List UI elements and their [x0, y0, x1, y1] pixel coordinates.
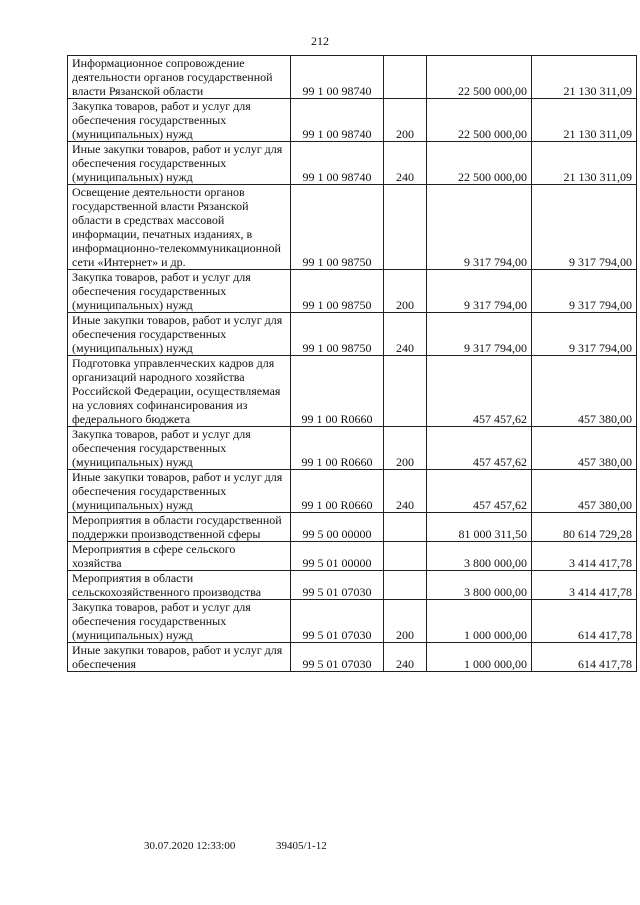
row-planned-amount-cell: 457 457,62: [427, 356, 532, 427]
row-executed-amount-cell: 21 130 311,09: [532, 56, 637, 99]
row-executed-amount-cell: 3 414 417,78: [532, 571, 637, 600]
row-expense-type-cell: [384, 356, 427, 427]
row-name-cell: Закупка товаров, работ и услуг для обеспечения государственных (муниципальных) нужд: [68, 600, 291, 643]
row-name-cell: Иные закупки товаров, работ и услуг для обеспечения государственных (муниципальных) нужд: [68, 313, 291, 356]
footer-document-id: 39405/1-12: [276, 840, 327, 852]
row-executed-amount-cell: 457 380,00: [532, 427, 637, 470]
row-code-cell: 99 1 00 98750: [291, 185, 384, 270]
row-code-cell: 99 1 00 98750: [291, 313, 384, 356]
row-expense-type-cell: 200: [384, 600, 427, 643]
row-expense-type-cell: 240: [384, 313, 427, 356]
row-planned-amount-cell: 1 000 000,00: [427, 600, 532, 643]
row-name-cell: Мероприятия в области сельскохозяйственного производства: [68, 571, 291, 600]
row-expense-type-cell: 240: [384, 643, 427, 672]
row-code-cell: 99 5 01 07030: [291, 600, 384, 643]
row-planned-amount-cell: 9 317 794,00: [427, 313, 532, 356]
row-expense-type-cell: [384, 542, 427, 571]
row-planned-amount-cell: 22 500 000,00: [427, 56, 532, 99]
row-name-cell: Мероприятия в области государственной поддержки производственной сферы: [68, 513, 291, 542]
table-row: [68, 542, 637, 571]
row-code-cell: 99 5 00 00000: [291, 513, 384, 542]
table-row: [68, 470, 637, 513]
row-code-cell: 99 1 00 R0660: [291, 356, 384, 427]
row-code-cell: 99 5 01 07030: [291, 643, 384, 672]
row-name-cell: Освещение деятельности органов государственной власти Рязанской области в средствах массовой информации, печатных изданиях, в информационно-телекоммуникационной сети «Интернет» и др.: [68, 185, 291, 270]
row-name-cell: Закупка товаров, работ и услуг для обеспечения государственных (муниципальных) нужд: [68, 427, 291, 470]
row-executed-amount-cell: 21 130 311,09: [532, 99, 637, 142]
row-executed-amount-cell: 9 317 794,00: [532, 313, 637, 356]
row-name-cell: Иные закупки товаров, работ и услуг для обеспечения: [68, 643, 291, 672]
row-code-cell: 99 1 00 R0660: [291, 470, 384, 513]
row-planned-amount-cell: 3 800 000,00: [427, 542, 532, 571]
row-name-cell: Подготовка управленческих кадров для организаций народного хозяйства Российской Федерации, осуществляемая на условиях софинансирования из федерального бюджета: [68, 356, 291, 427]
row-planned-amount-cell: 457 457,62: [427, 470, 532, 513]
row-code-cell: 99 1 00 R0660: [291, 427, 384, 470]
row-name-cell: Иные закупки товаров, работ и услуг для обеспечения государственных (муниципальных) нужд: [68, 470, 291, 513]
row-executed-amount-cell: 80 614 729,28: [532, 513, 637, 542]
row-executed-amount-cell: 457 380,00: [532, 356, 637, 427]
row-code-cell: 99 1 00 98750: [291, 270, 384, 313]
row-code-cell: 99 1 00 98740: [291, 56, 384, 99]
row-name-cell: Информационное сопровождение деятельности органов государственной власти Рязанской области: [68, 56, 291, 99]
row-expense-type-cell: 200: [384, 427, 427, 470]
table-row: [68, 513, 637, 542]
row-executed-amount-cell: 457 380,00: [532, 470, 637, 513]
footer-timestamp: 30.07.2020 12:33:00: [144, 840, 236, 852]
row-code-cell: 99 5 01 07030: [291, 571, 384, 600]
row-planned-amount-cell: 1 000 000,00: [427, 643, 532, 672]
row-planned-amount-cell: 22 500 000,00: [427, 142, 532, 185]
row-name-cell: Иные закупки товаров, работ и услуг для обеспечения государственных (муниципальных) нужд: [68, 142, 291, 185]
row-name-cell: Мероприятия в сфере сельского хозяйства: [68, 542, 291, 571]
row-expense-type-cell: [384, 513, 427, 542]
row-code-cell: 99 5 01 00000: [291, 542, 384, 571]
table-row: [68, 56, 637, 99]
table-row: [68, 600, 637, 643]
table-row: [68, 643, 637, 672]
budget-table: [67, 55, 637, 672]
row-expense-type-cell: 240: [384, 470, 427, 513]
table-row: [68, 571, 637, 600]
row-code-cell: 99 1 00 98740: [291, 99, 384, 142]
row-executed-amount-cell: 3 414 417,78: [532, 542, 637, 571]
row-expense-type-cell: 240: [384, 142, 427, 185]
row-planned-amount-cell: 457 457,62: [427, 427, 532, 470]
row-executed-amount-cell: 9 317 794,00: [532, 185, 637, 270]
row-name-cell: Закупка товаров, работ и услуг для обеспечения государственных (муниципальных) нужд: [68, 270, 291, 313]
row-code-cell: 99 1 00 98740: [291, 142, 384, 185]
row-expense-type-cell: 200: [384, 99, 427, 142]
table-row: [68, 270, 637, 313]
row-planned-amount-cell: 3 800 000,00: [427, 571, 532, 600]
row-planned-amount-cell: 9 317 794,00: [427, 270, 532, 313]
row-expense-type-cell: [384, 56, 427, 99]
row-expense-type-cell: [384, 185, 427, 270]
row-executed-amount-cell: 614 417,78: [532, 600, 637, 643]
table-row: [68, 427, 637, 470]
table-row: [68, 142, 637, 185]
row-planned-amount-cell: 81 000 311,50: [427, 513, 532, 542]
row-name-cell: Закупка товаров, работ и услуг для обеспечения государственных (муниципальных) нужд: [68, 99, 291, 142]
page-number: 212: [311, 34, 329, 48]
table-row: [68, 356, 637, 427]
row-executed-amount-cell: 9 317 794,00: [532, 270, 637, 313]
row-executed-amount-cell: 614 417,78: [532, 643, 637, 672]
table-row: [68, 99, 637, 142]
row-expense-type-cell: [384, 571, 427, 600]
row-planned-amount-cell: 22 500 000,00: [427, 99, 532, 142]
table-row: [68, 313, 637, 356]
row-executed-amount-cell: 21 130 311,09: [532, 142, 637, 185]
row-planned-amount-cell: 9 317 794,00: [427, 185, 532, 270]
table-row: [68, 185, 637, 270]
row-expense-type-cell: 200: [384, 270, 427, 313]
